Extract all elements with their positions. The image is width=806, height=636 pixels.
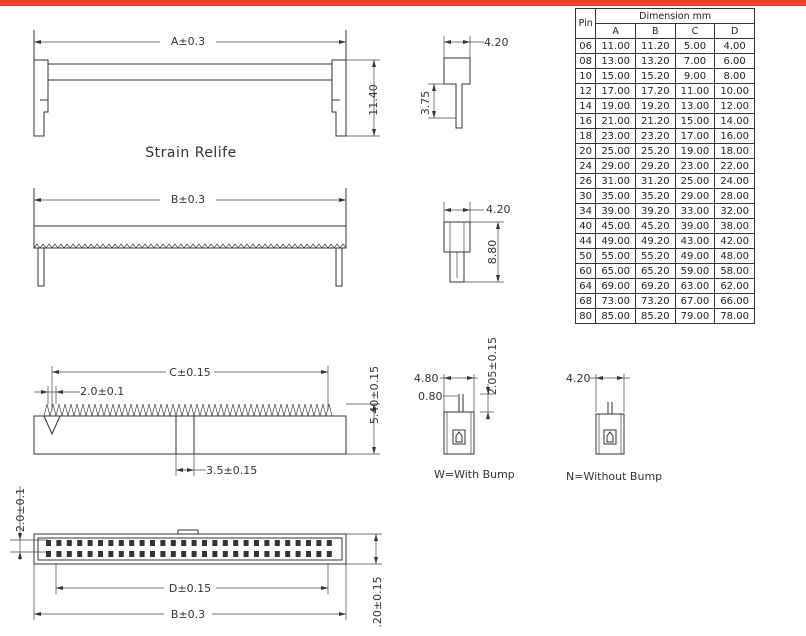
table-cell-a: 15.00 bbox=[596, 69, 636, 84]
table-row bbox=[576, 189, 755, 204]
table-header-row bbox=[576, 9, 755, 24]
table-cell-d: 24.00 bbox=[715, 174, 755, 189]
table-cell-b: 73.20 bbox=[635, 294, 675, 309]
table-cell-a: 55.00 bbox=[596, 249, 636, 264]
table-cell-a: 29.00 bbox=[596, 159, 636, 174]
table-cell-b: 35.20 bbox=[635, 189, 675, 204]
pin-hole bbox=[119, 551, 124, 557]
table-row bbox=[576, 249, 755, 264]
table-cell-pin: 14 bbox=[576, 99, 596, 114]
dim-a-label: A±0.3 bbox=[170, 35, 206, 48]
pin-hole bbox=[171, 540, 176, 546]
pin-hole bbox=[223, 551, 228, 557]
pin-hole bbox=[275, 540, 280, 546]
table-row bbox=[576, 279, 755, 294]
dim-height-54-label: 5.40±0.15 bbox=[368, 365, 381, 425]
pin-hole bbox=[254, 551, 259, 557]
table-cell-b: 13.20 bbox=[635, 54, 675, 69]
pin-hole bbox=[254, 540, 259, 546]
table-cell-c: 11.00 bbox=[675, 84, 715, 99]
pin-hole bbox=[140, 540, 145, 546]
table-row bbox=[576, 54, 755, 69]
table-cell-d: 10.00 bbox=[715, 84, 755, 99]
comb-view bbox=[34, 365, 381, 477]
table-row bbox=[576, 234, 755, 249]
side2-height-label: 8.80 bbox=[486, 239, 499, 265]
table-cell-c: 29.00 bbox=[675, 189, 715, 204]
pin-hole bbox=[285, 540, 290, 546]
pin-hole bbox=[275, 551, 280, 557]
table-subheader-row bbox=[576, 24, 755, 39]
pin-hole bbox=[327, 551, 332, 557]
pin-hole bbox=[150, 540, 155, 546]
table-cell-c: 23.00 bbox=[675, 159, 715, 174]
table-cell-pin: 20 bbox=[576, 144, 596, 159]
table-cell-pin: 18 bbox=[576, 129, 596, 144]
table-cell-d: 22.00 bbox=[715, 159, 755, 174]
side-view-1 bbox=[419, 36, 509, 128]
dim-b2-label: B±0.3 bbox=[170, 608, 206, 621]
side-view-2 bbox=[444, 202, 511, 282]
pin-hole bbox=[244, 540, 249, 546]
pin-hole bbox=[181, 551, 186, 557]
table-cell-a: 13.00 bbox=[596, 54, 636, 69]
table-cell-pin: 12 bbox=[576, 84, 596, 99]
table-cell-d: 14.00 bbox=[715, 114, 755, 129]
pin-hole bbox=[77, 551, 82, 557]
table-cell-d: 8.00 bbox=[715, 69, 755, 84]
table-cell-a: 85.00 bbox=[596, 309, 636, 324]
side2-width-label: 4.20 bbox=[486, 203, 511, 216]
pin-hole bbox=[296, 551, 301, 557]
table-cell-d: 58.00 bbox=[715, 264, 755, 279]
table-cell-pin: 24 bbox=[576, 159, 596, 174]
table-cell-pin: 64 bbox=[576, 279, 596, 294]
table-cell-b: 23.20 bbox=[635, 129, 675, 144]
table-cell-a: 45.00 bbox=[596, 219, 636, 234]
table-cell-b: 29.20 bbox=[635, 159, 675, 174]
pin-hole bbox=[192, 551, 197, 557]
pin-hole bbox=[181, 540, 186, 546]
column-header-c: C bbox=[675, 24, 715, 39]
table-cell-d: 18.00 bbox=[715, 144, 755, 159]
table-cell-pin: 60 bbox=[576, 264, 596, 279]
table-cell-pin: 10 bbox=[576, 69, 596, 84]
table-cell-a: 11.00 bbox=[596, 39, 636, 54]
pin-hole bbox=[108, 540, 113, 546]
table-cell-d: 62.00 bbox=[715, 279, 755, 294]
table-cell-b: 55.20 bbox=[635, 249, 675, 264]
dim-b-label: B±0.3 bbox=[170, 193, 206, 206]
pin-hole bbox=[171, 551, 176, 557]
with-bump-view bbox=[414, 337, 515, 481]
table-cell-c: 15.00 bbox=[675, 114, 715, 129]
pin-hole bbox=[223, 540, 228, 546]
table-cell-d: 28.00 bbox=[715, 189, 755, 204]
table-cell-d: 38.00 bbox=[715, 219, 755, 234]
table-cell-pin: 40 bbox=[576, 219, 596, 234]
table-cell-c: 9.00 bbox=[675, 69, 715, 84]
pin-hole bbox=[192, 540, 197, 546]
table-cell-pin: 16 bbox=[576, 114, 596, 129]
pin-hole bbox=[296, 540, 301, 546]
table-cell-a: 73.00 bbox=[596, 294, 636, 309]
table-row bbox=[576, 294, 755, 309]
table-cell-a: 17.00 bbox=[596, 84, 636, 99]
dim-height-label: 11.40 bbox=[367, 84, 380, 116]
pin-hole bbox=[244, 551, 249, 557]
dim-c-text: C±0.15 bbox=[169, 366, 211, 379]
column-header-a: A bbox=[596, 24, 636, 39]
pin-hole bbox=[67, 551, 72, 557]
table-cell-d: 6.00 bbox=[715, 54, 755, 69]
pin-hole bbox=[160, 540, 165, 546]
table-cell-c: 49.00 bbox=[675, 249, 715, 264]
table-cell-d: 48.00 bbox=[715, 249, 755, 264]
pin-hole bbox=[56, 551, 61, 557]
pin-hole bbox=[264, 551, 269, 557]
table-cell-b: 31.20 bbox=[635, 174, 675, 189]
dim-d-label: D±0.15 bbox=[168, 582, 212, 595]
dimension-table bbox=[575, 8, 755, 324]
pin-row-label: 2.0±0.1 bbox=[14, 487, 27, 533]
table-body bbox=[576, 39, 755, 324]
table-cell-b: 21.20 bbox=[635, 114, 675, 129]
table-cell-c: 5.00 bbox=[675, 39, 715, 54]
table-cell-c: 7.00 bbox=[675, 54, 715, 69]
table-cell-a: 49.00 bbox=[596, 234, 636, 249]
table-cell-d: 16.00 bbox=[715, 129, 755, 144]
table-row bbox=[576, 84, 755, 99]
pin-view bbox=[10, 486, 384, 628]
pin-hole bbox=[202, 540, 207, 546]
table-cell-c: 17.00 bbox=[675, 129, 715, 144]
table-row bbox=[576, 39, 755, 54]
table-cell-b: 25.20 bbox=[635, 144, 675, 159]
table-row bbox=[576, 144, 755, 159]
table-cell-c: 13.00 bbox=[675, 99, 715, 114]
table-cell-pin: 80 bbox=[576, 309, 596, 324]
table-cell-c: 67.00 bbox=[675, 294, 715, 309]
pin-hole bbox=[233, 540, 238, 546]
table-row bbox=[576, 174, 755, 189]
pin-hole bbox=[98, 551, 103, 557]
with-bump-caption: W=With Bump bbox=[434, 468, 515, 481]
pin-hole bbox=[306, 540, 311, 546]
table-cell-d: 78.00 bbox=[715, 309, 755, 324]
bump-height-label: 2.05±0.15 bbox=[486, 336, 499, 396]
table-row bbox=[576, 204, 755, 219]
table-row bbox=[576, 129, 755, 144]
front-view bbox=[34, 188, 346, 286]
table-cell-c: 25.00 bbox=[675, 174, 715, 189]
pin-hole bbox=[327, 540, 332, 546]
side1-height-label: 3.75 bbox=[419, 90, 432, 116]
column-header-d: D bbox=[715, 24, 755, 39]
pin-hole bbox=[46, 551, 51, 557]
top-view bbox=[34, 30, 380, 161]
pin-hole bbox=[202, 551, 207, 557]
dimension-header: Dimension mm bbox=[596, 9, 755, 24]
pin-hole bbox=[46, 540, 51, 546]
table-cell-pin: 30 bbox=[576, 189, 596, 204]
pin-hole bbox=[108, 551, 113, 557]
table-cell-b: 69.20 bbox=[635, 279, 675, 294]
dim-pitch-label: 2.0±0.1 bbox=[80, 385, 125, 398]
pin-hole bbox=[160, 551, 165, 557]
pin-hole bbox=[316, 540, 321, 546]
pin-height-label: .20±0.15 bbox=[371, 576, 384, 628]
table-cell-d: 66.00 bbox=[715, 294, 755, 309]
pin-hole bbox=[306, 551, 311, 557]
table-cell-a: 19.00 bbox=[596, 99, 636, 114]
table-row bbox=[576, 264, 755, 279]
pin-hole bbox=[212, 540, 217, 546]
table-cell-b: 45.20 bbox=[635, 219, 675, 234]
pin-hole bbox=[316, 551, 321, 557]
table-cell-pin: 26 bbox=[576, 174, 596, 189]
table-cell-c: 43.00 bbox=[675, 234, 715, 249]
table-cell-b: 49.20 bbox=[635, 234, 675, 249]
pin-hole bbox=[88, 551, 93, 557]
pin-column-header: Pin bbox=[576, 9, 596, 39]
pin-hole bbox=[98, 540, 103, 546]
table-cell-b: 85.20 bbox=[635, 309, 675, 324]
table-cell-d: 42.00 bbox=[715, 234, 755, 249]
table-cell-b: 15.20 bbox=[635, 69, 675, 84]
table-row bbox=[576, 309, 755, 324]
table-cell-c: 19.00 bbox=[675, 144, 715, 159]
pin-hole bbox=[212, 551, 217, 557]
table-cell-a: 65.00 bbox=[596, 264, 636, 279]
dim-key-label: 3.5±0.15 bbox=[206, 464, 258, 477]
table-cell-pin: 50 bbox=[576, 249, 596, 264]
pin-hole bbox=[129, 551, 134, 557]
table-cell-d: 12.00 bbox=[715, 99, 755, 114]
table-cell-a: 69.00 bbox=[596, 279, 636, 294]
table-row bbox=[576, 159, 755, 174]
table-cell-a: 23.00 bbox=[596, 129, 636, 144]
table-cell-a: 31.00 bbox=[596, 174, 636, 189]
pin-hole bbox=[129, 540, 134, 546]
strain-relief-caption: Strain Relife bbox=[145, 145, 237, 161]
table-cell-c: 59.00 bbox=[675, 264, 715, 279]
table-cell-d: 4.00 bbox=[715, 39, 755, 54]
table-cell-b: 11.20 bbox=[635, 39, 675, 54]
without-bump-caption: N=Without Bump bbox=[566, 470, 663, 483]
table-cell-pin: 44 bbox=[576, 234, 596, 249]
pin-grid bbox=[46, 540, 332, 557]
pin-hole bbox=[119, 540, 124, 546]
table-cell-c: 39.00 bbox=[675, 219, 715, 234]
table-row bbox=[576, 99, 755, 114]
table-cell-d: 32.00 bbox=[715, 204, 755, 219]
table-cell-pin: 68 bbox=[576, 294, 596, 309]
bump-pin-label: 0.80 bbox=[418, 390, 443, 403]
table-cell-pin: 08 bbox=[576, 54, 596, 69]
table-cell-b: 17.20 bbox=[635, 84, 675, 99]
table-cell-b: 65.20 bbox=[635, 264, 675, 279]
pin-hole bbox=[56, 540, 61, 546]
column-header-b: B bbox=[635, 24, 675, 39]
bump-width-label: 4.80 bbox=[414, 372, 439, 385]
table-cell-pin: 06 bbox=[576, 39, 596, 54]
table-cell-b: 19.20 bbox=[635, 99, 675, 114]
nobump-width-label: 4.20 bbox=[566, 372, 591, 385]
pin-hole bbox=[233, 551, 238, 557]
pin-hole bbox=[67, 540, 72, 546]
table-cell-c: 79.00 bbox=[675, 309, 715, 324]
pin-hole bbox=[88, 540, 93, 546]
table-row bbox=[576, 114, 755, 129]
table-cell-a: 21.00 bbox=[596, 114, 636, 129]
table-cell-c: 63.00 bbox=[675, 279, 715, 294]
table-cell-b: 39.20 bbox=[635, 204, 675, 219]
table-cell-a: 25.00 bbox=[596, 144, 636, 159]
table-cell-pin: 34 bbox=[576, 204, 596, 219]
without-bump-view bbox=[566, 372, 662, 483]
table-cell-c: 33.00 bbox=[675, 204, 715, 219]
pin-hole bbox=[140, 551, 145, 557]
pin-hole bbox=[77, 540, 82, 546]
table-cell-a: 39.00 bbox=[596, 204, 636, 219]
pin-hole bbox=[285, 551, 290, 557]
table-row bbox=[576, 69, 755, 84]
pin-hole bbox=[150, 551, 155, 557]
side1-width-label: 4.20 bbox=[484, 36, 509, 49]
table-cell-a: 35.00 bbox=[596, 189, 636, 204]
table-row bbox=[576, 219, 755, 234]
pin-hole bbox=[264, 540, 269, 546]
